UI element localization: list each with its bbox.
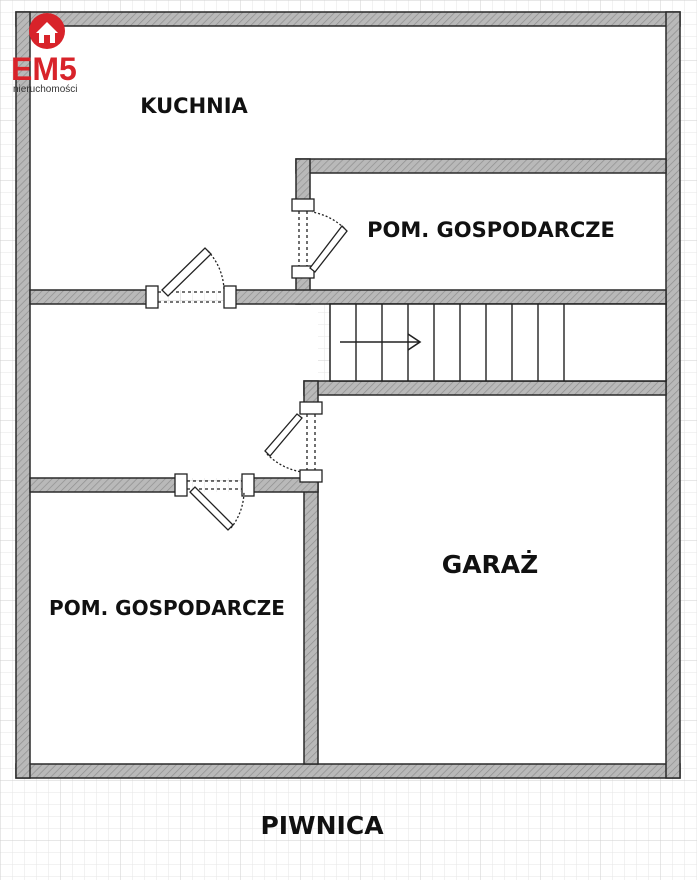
room-kitchen <box>30 26 666 290</box>
wall-utility-top-upper <box>296 159 666 173</box>
label-kitchen: KUCHNIA <box>140 94 248 118</box>
logo-name: EM5 <box>11 51 77 87</box>
wall-garage-left-b <box>304 475 318 764</box>
wall-garage-left-a <box>304 381 318 403</box>
wall-outer-left <box>16 12 30 778</box>
wall-corridor-top-b <box>234 290 666 304</box>
logo-subtitle: nieruchomości <box>13 84 78 95</box>
floor-title: PIWNICA <box>260 811 384 840</box>
label-garage: GARAŻ <box>441 550 539 579</box>
wall-corridor-top-a <box>30 290 150 304</box>
wall-utility-top-left-a <box>296 159 310 201</box>
wall-outer-bottom <box>16 764 680 778</box>
wall-outer-top <box>16 12 680 26</box>
label-utility-top: POM. GOSPODARCZE <box>367 218 615 242</box>
room-utility-bottom <box>30 492 305 764</box>
staircase <box>330 304 666 381</box>
label-utility-bottom: POM. GOSPODARCZE <box>49 596 285 620</box>
wall-garage-top <box>304 381 666 395</box>
room-garage <box>318 395 666 764</box>
room-corridor <box>30 304 318 478</box>
wall-outer-right <box>666 12 680 778</box>
wall-corridor-bottom-a <box>30 478 178 492</box>
